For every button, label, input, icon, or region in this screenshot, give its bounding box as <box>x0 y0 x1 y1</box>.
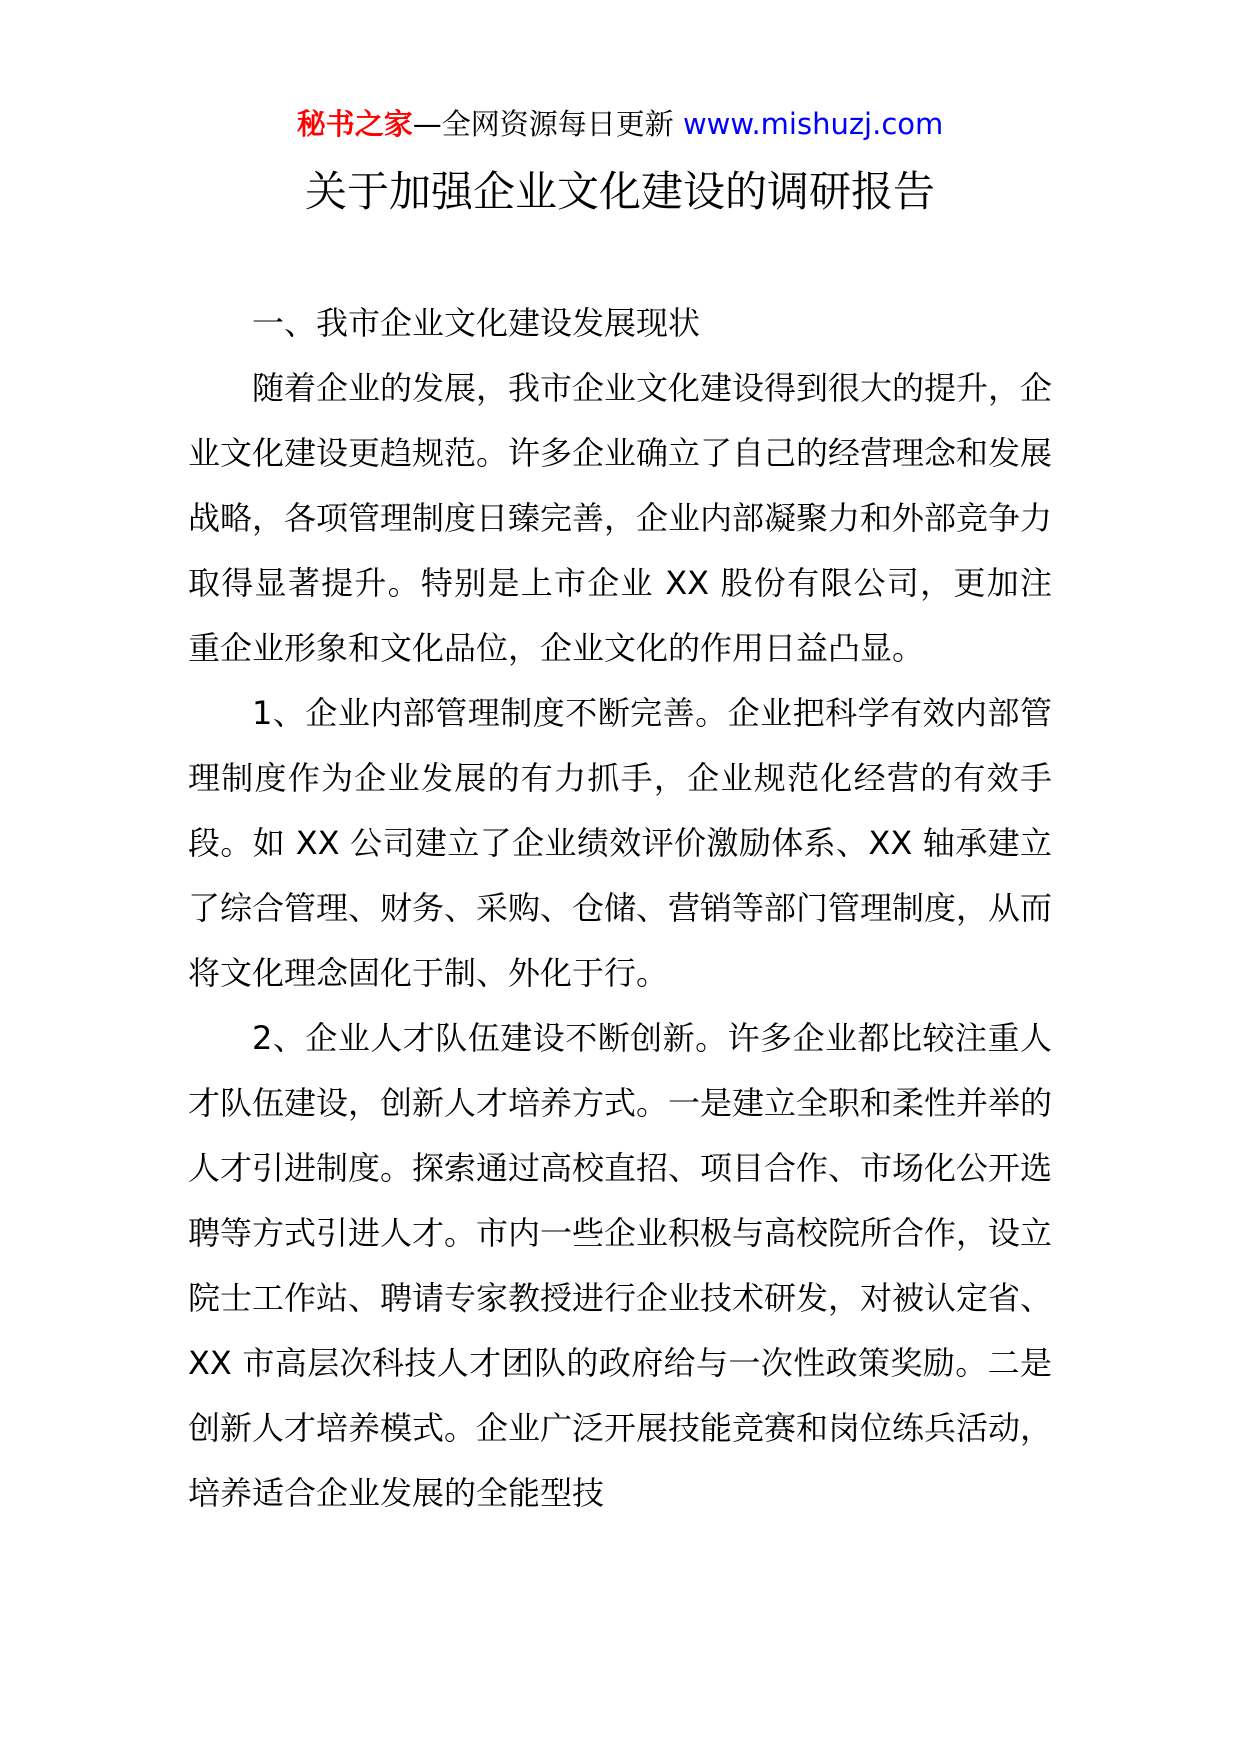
document-title: 关于加强企业文化建设的调研报告 <box>304 167 935 216</box>
document-body <box>188 291 1052 1526</box>
header-tagline: —全网资源每日更新 <box>412 107 674 141</box>
body-paragraph: 随着企业的发展，我市企业文化建设得到很大的提升，企业文化建设更趋规范。许多企业确立了自己的经营理念和发展战略，各项管理制度日臻完善，企业内部凝聚力和外部竞争力取得显著提升。特别是上市企业 XX 股份有限公司，更加注重企业形象和文化品位，企业文化的作用日益凸显。 <box>188 369 1053 667</box>
body-paragraph: 1、企业内部管理制度不断完善。企业把科学有效内部管理制度作为企业发展的有力抓手，企业规范化经营的有效手段。如 XX 公司建立了企业绩效评价激励体系、XX 轴承建立了综合管理、财务、采购、仓储、营销等部门管理制度，从而将文化理念固化于制、外化于行。 <box>188 694 1053 992</box>
site-url-link[interactable]: www.mishuzj.com <box>682 107 944 141</box>
brand-name: 秘书之家 <box>296 107 413 141</box>
page-header <box>0 102 1240 146</box>
body-paragraph: 2、企业人才队伍建设不断创新。许多企业都比较注重人才队伍建设，创新人才培养方式。一是建立全职和柔性并举的人才引进制度。探索通过高校直招、项目合作、市场化公开选聘等方式引进人才。市内一些企业积极与高校院所合作，设立院士工作站、聘请专家教授进行企业技术研发，对被认定省、XX 市高层次科技人才团队的政府给与一次性政策奖励。二是创新人才培养模式。企业广泛开展技能竞赛和岗位练兵活动，培养适合企业发展的全能型技 <box>188 1019 1053 1512</box>
section-heading: 一、我市企业文化建设发展现状 <box>252 304 701 342</box>
